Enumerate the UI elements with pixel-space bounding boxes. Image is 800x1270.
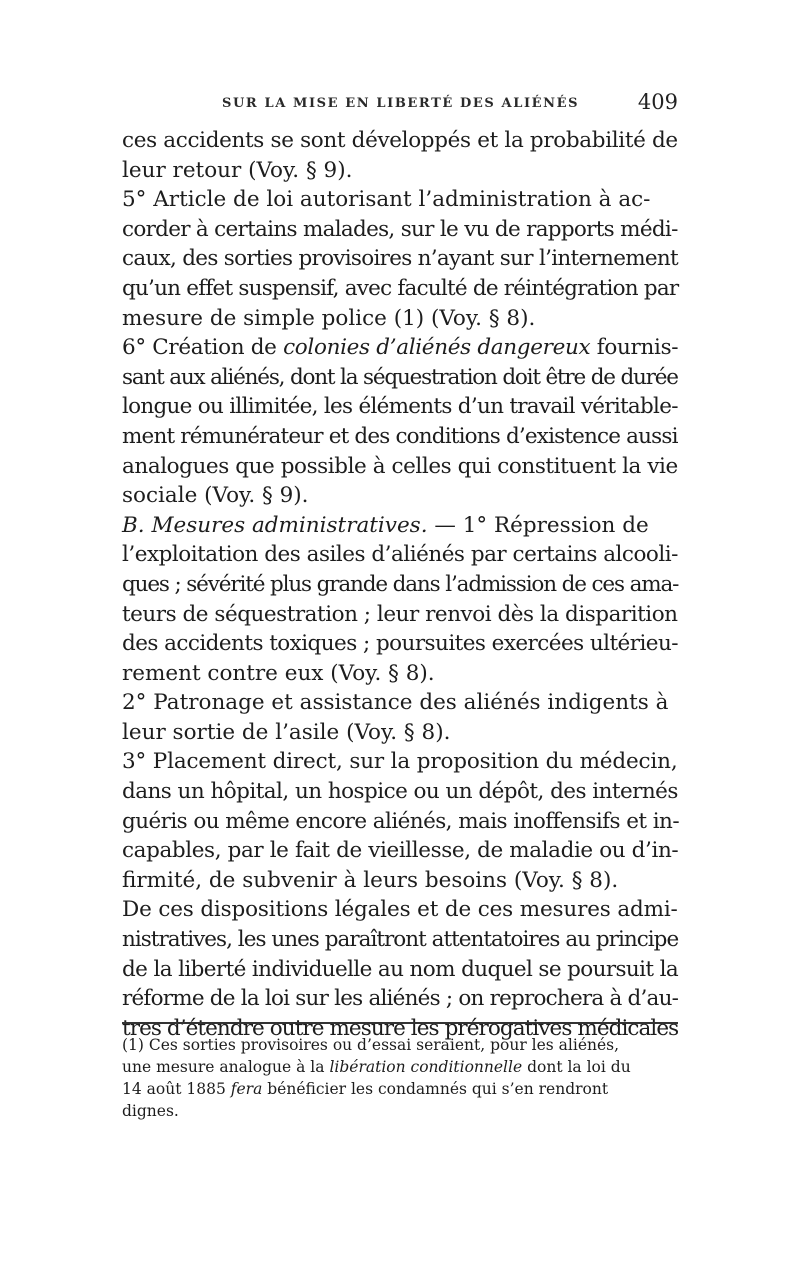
running-head: SUR LA MISE EN LIBERTÉ DES ALIÉNÉS (222, 96, 580, 111)
body-line (122, 570, 678, 600)
body-line (122, 984, 678, 1014)
body-line (122, 777, 678, 807)
body-line (122, 215, 678, 245)
body-text: fournis- (590, 335, 679, 361)
body-line (122, 333, 678, 363)
body-text: sociale (Voy. § 9). (122, 483, 309, 509)
body-line (122, 718, 678, 748)
body-italic-text: B. Mesures administratives. (122, 512, 428, 538)
body-line (122, 659, 678, 689)
body-text: ces accidents se sont développés et la probabilité de (122, 128, 678, 153)
body-text: corder à certains malades, sur le vu de rapports médi- (122, 216, 678, 242)
body-italic-text: colonies d’aliénés dangereux (283, 335, 591, 361)
body-line (122, 511, 678, 541)
body-text: réforme de la loi sur les aliénés ; on reprochera à d’au- (122, 986, 679, 1012)
footnote-text: dignes. (122, 1102, 179, 1120)
body-text: 6° Création de (122, 335, 284, 361)
footnote-text: une mesure analogue à la (122, 1058, 330, 1076)
body-line (122, 747, 678, 777)
body-text: capables, par le fait de vieillesse, de maladie ou d’in- (122, 838, 679, 864)
body-text: leur sortie de l’asile (Voy. § 8). (122, 719, 451, 745)
footnote-italic-text: libération conditionnelle (329, 1058, 523, 1076)
body-text: 2° Patronage et assistance des aliénés indigents à (122, 690, 669, 716)
footnote-text: (1) Ces sorties provisoires ou d’essai seraient, pour les aliénés, (122, 1036, 620, 1054)
body-text (122, 126, 678, 1043)
body-text: De ces dispositions légales et de ces mesures admi- (122, 897, 678, 923)
body-text: analogues que possible à celles qui constituent la vie (122, 453, 678, 479)
body-line (122, 185, 678, 215)
footnote-text: 14 août 1885 (122, 1080, 231, 1098)
body-text: longue ou illimitée, les éléments d’un travail véritable- (122, 394, 678, 420)
body-text: ment rémunérateur et des conditions d’existence aussi (122, 423, 678, 449)
body-line (122, 540, 678, 570)
footnote-rule (122, 1022, 678, 1024)
footnote (122, 1034, 678, 1122)
body-text: guéris ou même encore aliénés, mais inoffensifs et in- (122, 808, 680, 834)
body-text: sant aux aliénés, dont la séquestration doit être de durée (122, 364, 678, 390)
body-text: ques ; sévérité plus grande dans l’admission de ces ama- (122, 571, 679, 597)
body-line (122, 895, 678, 925)
body-line (122, 481, 678, 511)
body-line (122, 363, 678, 393)
footnote-line (122, 1056, 678, 1078)
body-line (122, 866, 678, 896)
footnote-line (122, 1034, 678, 1056)
body-text: teurs de séquestration ; leur renvoi dès la disparition (122, 601, 678, 627)
body-line (122, 688, 678, 718)
body-text: tres d’étendre outre mesure les prérogatives médicales (122, 1015, 679, 1041)
body-text: de la liberté individuelle au nom duquel se poursuit la (122, 956, 679, 982)
body-line (122, 422, 678, 452)
body-text: mesure de simple police (1) (Voy. § 8). (122, 305, 536, 331)
body-line (122, 244, 678, 274)
body-text: 5° Article de loi autorisant l’administration à ac- (122, 187, 651, 213)
footnote-text: dont la loi du (522, 1058, 631, 1076)
footnote-text: bénéficier les condamnés qui s’en rendront (262, 1080, 609, 1098)
page-header (122, 90, 678, 118)
body-line (122, 955, 678, 985)
body-text: dans un hôpital, un hospice ou un dépôt, des internés (122, 779, 678, 805)
body-text: 3° Placement direct, sur la proposition du médecin, (122, 749, 678, 775)
body-line (122, 392, 678, 422)
body-text: firmité, de subvenir à leurs besoins (Voy. § 8). (122, 867, 619, 893)
body-line (122, 126, 678, 156)
body-line (122, 629, 678, 659)
body-text: nistratives, les unes paraîtront attentatoires au principe (122, 927, 679, 953)
body-line (122, 156, 678, 186)
body-text: l’exploitation des asiles d’aliénés par certains alcooli- (122, 542, 678, 568)
body-text: des accidents toxiques ; poursuites exercées ultérieu- (122, 631, 678, 657)
body-text: — 1° Répression de (427, 512, 649, 538)
footnote-line (122, 1100, 678, 1122)
body-line (122, 807, 678, 837)
body-text: leur retour (Voy. § 9). (122, 157, 353, 183)
body-text: rement contre eux (Voy. § 8). (122, 660, 435, 686)
body-line (122, 600, 678, 630)
footnote-italic-text: fera (230, 1080, 263, 1098)
body-line (122, 304, 678, 334)
body-text: caux, des sorties provisoires n’ayant sur l’internement (122, 246, 678, 272)
footnote-line (122, 1078, 678, 1100)
body-line (122, 836, 678, 866)
body-text: qu’un effet suspensif, avec faculté de réintégration par (122, 275, 679, 301)
body-line (122, 925, 678, 955)
body-line (122, 274, 678, 304)
body-line (122, 452, 678, 482)
page-number: 409 (637, 90, 678, 114)
